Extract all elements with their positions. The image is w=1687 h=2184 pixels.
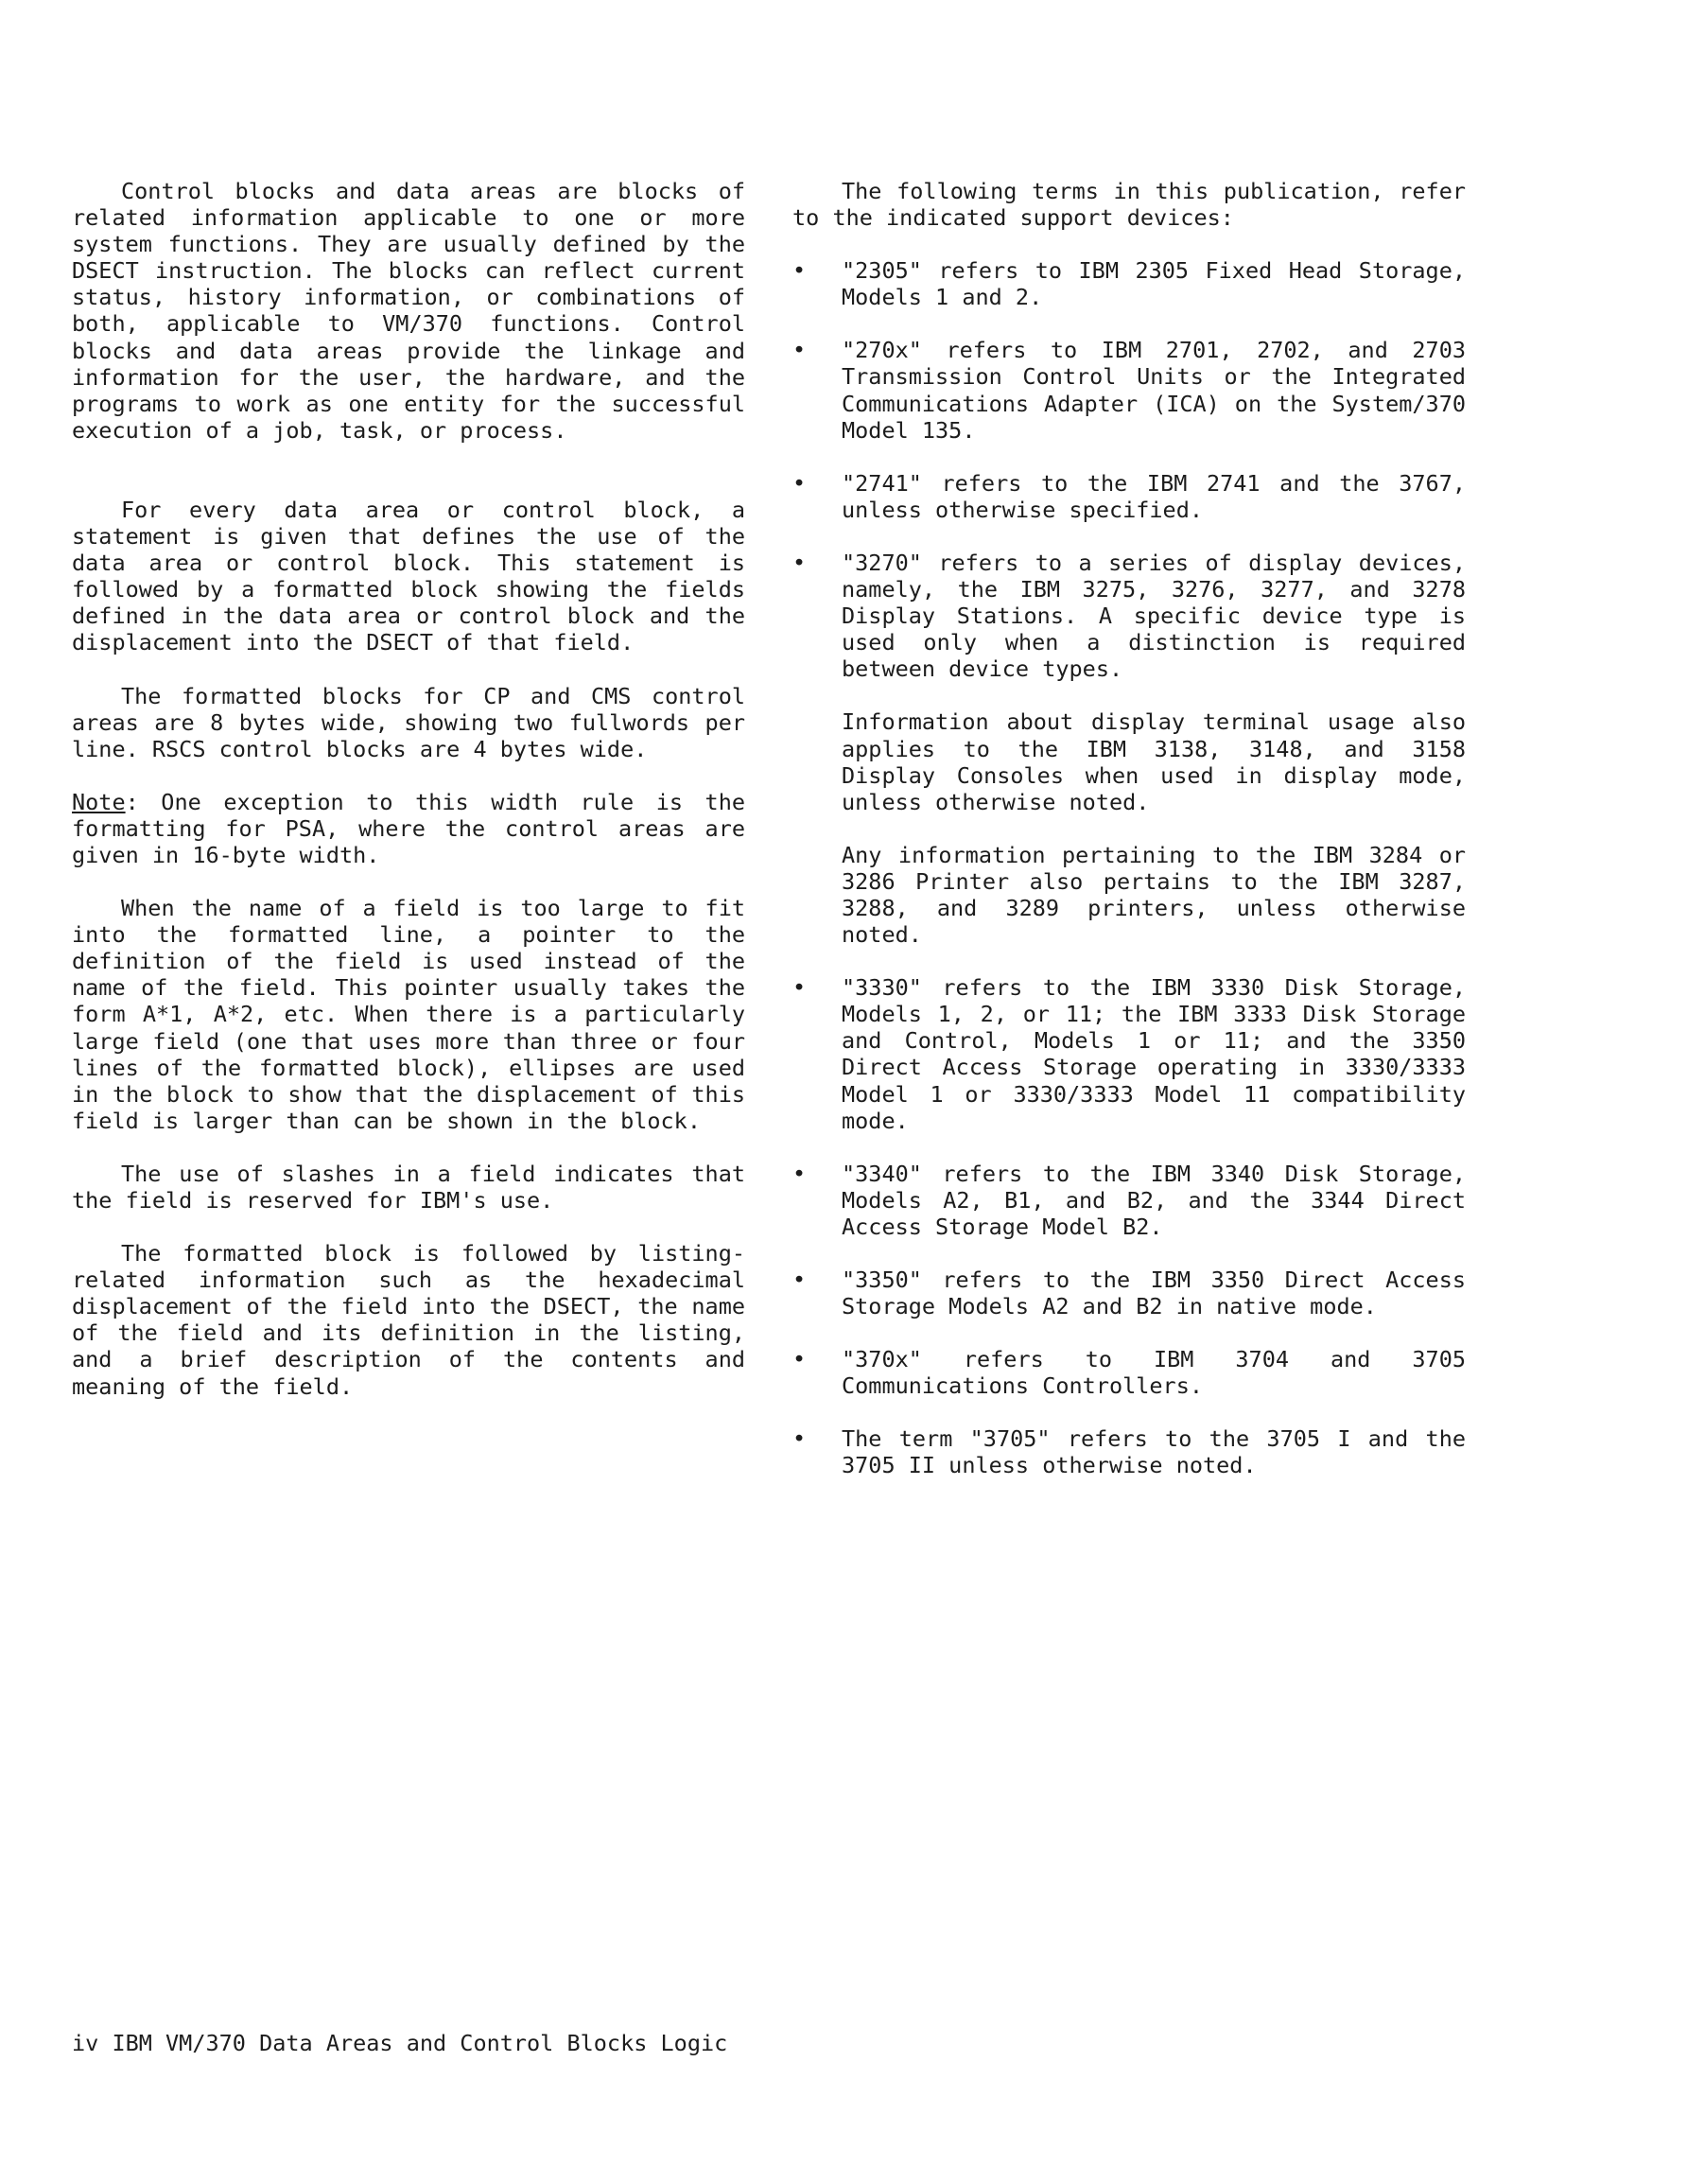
list-item-text: "2741" refers to the IBM 2741 and the 3767, unless otherwise specified. [842, 469, 1466, 523]
list-item [792, 1425, 1466, 1478]
bullet-icon: • [792, 337, 807, 364]
paragraph-terms-intro: The following terms in this publication, refer to the indicated support devices: [792, 178, 1466, 232]
device-terms-list-continued [792, 974, 1466, 1478]
list-item-text: "3350" refers to the IBM 3350 Direct Access Storage Models A2 and B2 in native mode. [842, 1267, 1466, 1320]
list-item [792, 257, 1466, 310]
list-item [792, 1346, 1466, 1399]
bullet-icon: • [792, 974, 807, 1002]
paragraph-listing-info: The formatted block is followed by listing-related information such as the hexadecimal displacement of the field into the DSECT, the name of the field and its definition in the listing, and a brief description of the contents and meaning of the field. [72, 1240, 745, 1400]
note-label: Note [72, 788, 126, 815]
bullet-icon: • [792, 1425, 807, 1453]
note-text: : One exception to this width rule is the formatting for PSA, where the control areas are given in 16-byte width. [72, 788, 745, 868]
list-item [792, 337, 1466, 443]
bullet-icon: • [792, 1346, 807, 1373]
left-column [72, 178, 745, 1426]
page-footer: iv IBM VM/370 Data Areas and Control Blocks Logic [72, 2030, 728, 2056]
list-item [792, 1161, 1466, 1240]
list-item [792, 470, 1466, 523]
paragraph-statement-description: For every data area or control block, a statement is given that defines the use of the data area or control block. This statement is followed by a formatted block showing the fields defined in the data area or control block and the displacement into the DSECT of that field. [72, 496, 745, 656]
bullet-icon: • [792, 549, 807, 576]
list-item-text: "3330" refers to the IBM 3330 Disk Storage, Models 1, 2, or 11; the IBM 3333 Disk Storage and Control, Models 1 or 11; and the 3350 Direct Access Storage operating in 3330/3333 Model 1 or 3330/3333 Model 11 compatibility mode. [842, 974, 1466, 1134]
device-terms-list [792, 257, 1466, 682]
list-item-text: "370x" refers to IBM 3704 and 3705 Communications Controllers. [842, 1346, 1466, 1400]
list-item-text: "3270" refers to a series of display devices, namely, the IBM 3275, 3276, 3277, and 3278 Display Stations. A specific device type is used only when a distinction is required between device types. [842, 549, 1466, 683]
list-item-text: "270x" refers to IBM 2701, 2702, and 2703 Transmission Control Units or the Integrated Communications Adapter (ICA) on the System/370 Model 135. [842, 337, 1466, 444]
bullet-icon: • [792, 1267, 807, 1293]
list-item [792, 550, 1466, 682]
list-item [792, 974, 1466, 1134]
list-item-text: The term "3705" refers to the 3705 I and the 3705 II unless otherwise noted. [842, 1425, 1466, 1479]
bullet-icon: • [792, 1160, 807, 1187]
paragraph-field-name-pointer: When the name of a field is too large to fit into the formatted line, a pointer to the definition of the field is used instead of the name of the field. This pointer usually takes the form A*1, A*2, etc. When there is a particularly large field (one that uses more than three or four lines of the formatted block), ellipses are used in the block to show that the displacement of this field is larger than can be shown in the block. [72, 895, 745, 1134]
list-item-text: "3340" refers to the IBM 3340 Disk Storage, Models A2, B1, and B2, and the 3344 Direct Access Storage Model B2. [842, 1160, 1466, 1240]
paragraph-display-terminal-usage: Information about display terminal usage also applies to the IBM 3138, 3148, and 3158 Display Consoles when used in display mode, unless otherwise noted. [842, 708, 1466, 815]
bullet-icon: • [792, 469, 807, 497]
note-paragraph [72, 789, 745, 868]
paragraph-control-blocks-intro: Control blocks and data areas are blocks of related information applicable to one or more system functions. They are usually defined by the DSECT instruction. The blocks can reflect current status, history information, or combinations of both, applicable to VM/370 functions. Control blocks and data areas provide the linkage and information for the user, the hardware, and the programs to work as one entity for the successful execution of a job, task, or process. [72, 178, 745, 444]
paragraph-formatted-blocks-width: The formatted blocks for CP and CMS control areas are 8 bytes wide, showing two fullwords per line. RSCS control blocks are 4 bytes wide. [72, 682, 745, 762]
bullet-icon: • [792, 257, 807, 285]
list-item-text: "2305" refers to IBM 2305 Fixed Head Storage, Models 1 and 2. [842, 257, 1466, 311]
paragraph-slashes: The use of slashes in a field indicates that the field is reserved for IBM's use. [72, 1160, 745, 1214]
right-column [792, 178, 1466, 1506]
list-item [792, 1267, 1466, 1319]
paragraph-printer-info: Any information pertaining to the IBM 3284 or 3286 Printer also pertains to the IBM 3287, 3288, and 3289 printers, unless otherwise noted. [842, 841, 1466, 949]
